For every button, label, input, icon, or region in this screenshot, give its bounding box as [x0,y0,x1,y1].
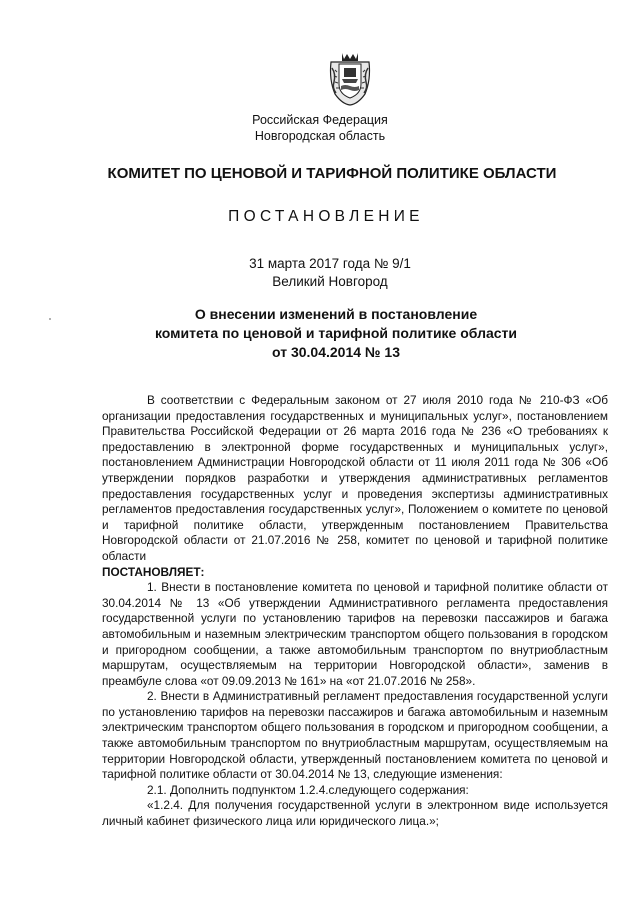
subject-line-2: комитета по ценовой и тарифной политике области [154,325,518,341]
subject-line-1: О внесении изменений в постановление [194,306,478,322]
document-type: ПОСТАНОВЛЕНИЕ [228,208,424,225]
document-body [102,393,608,830]
document-date-number: 31 марта 2017 года № 9/1 [249,256,411,271]
paragraph-item-1-2-4: «1.2.4. Для получения государственной услуги в электронном виде используется личный кабинет физического лица или юридического лица.»; [102,798,608,829]
paragraph-item-2-1: 2.1. Дополнить подпунктом 1.2.4.следующего содержания: [147,782,469,797]
coat-of-arms-icon [327,50,373,106]
region-name: Новгородская область [254,129,386,143]
paragraph-item-2: 2. Внести в Административный регламент предоставления государственной услуги по установлению тарифов на перевозки пассажиров и багажа автомобильным и наземным электрическим транспортом общего пользования в городском и пригородном сообщении, а также автомобильным транспортом по внутриобластным маршрутам, осуществляемым на территории Новгородской области, утвержденный постановлением комитета по ценовой и тарифной политике области от 30.04.2014 № 13, следующие изменения: [102,689,608,782]
resolves-keyword: ПОСТАНОВЛЯЕТ: [102,564,205,579]
paragraph-preamble [102,393,608,580]
preamble-text: В соответствии с Федеральным законом от 27 июля 2010 года № 210-ФЗ «Об организации предоставления государственных и муниципальных услуг», постановлением Правительства Российской Федерации от 26 марта 2016 года № 236 «О требованиях к предоставлению в электронной форме государственных и муниципальных услуг», постановлением Администрации Новгородской области от 11 июля 2011 года № 306 «Об утверждении порядков разработки и утверждения административных регламентов предоставления государственных услуг и проведения экспертизы административных регламентов предоставления государственных услуг», Положением о комитете по ценовой и тарифной политике области, утвержденным постановлением Правительства Новгородской области от 21.07.2016 № 258, комитет по ценовой и тарифной политике области [102,393,608,563]
subject-line-3: от 30.04.2014 № 13 [272,344,400,360]
committee-title: КОМИТЕТ ПО ЦЕНОВОЙ И ТАРИФНОЙ ПОЛИТИКЕ ОБЛАСТИ [107,165,557,182]
paragraph-item-1: 1. Внести в постановление комитета по ценовой и тарифной политике области от 30.04.2014 № 13 «Об утверждении Административного регламента предоставления государственной услуги по установлению тарифов на перевозки пассажиров и багажа автомобильным и наземным электрическим транспортом общего пользования в городском и пригородном сообщении, а также автомобильным транспортом по внутриобластным маршрутам, осуществляемым на территории Новгородской области», заменив в преамбуле слова «от 09.09.2013 № 161» на «от 21.07.2016 № 258». [102,580,608,688]
document-city: Великий Новгород [272,274,388,289]
country-name: Российская Федерация [252,113,388,127]
